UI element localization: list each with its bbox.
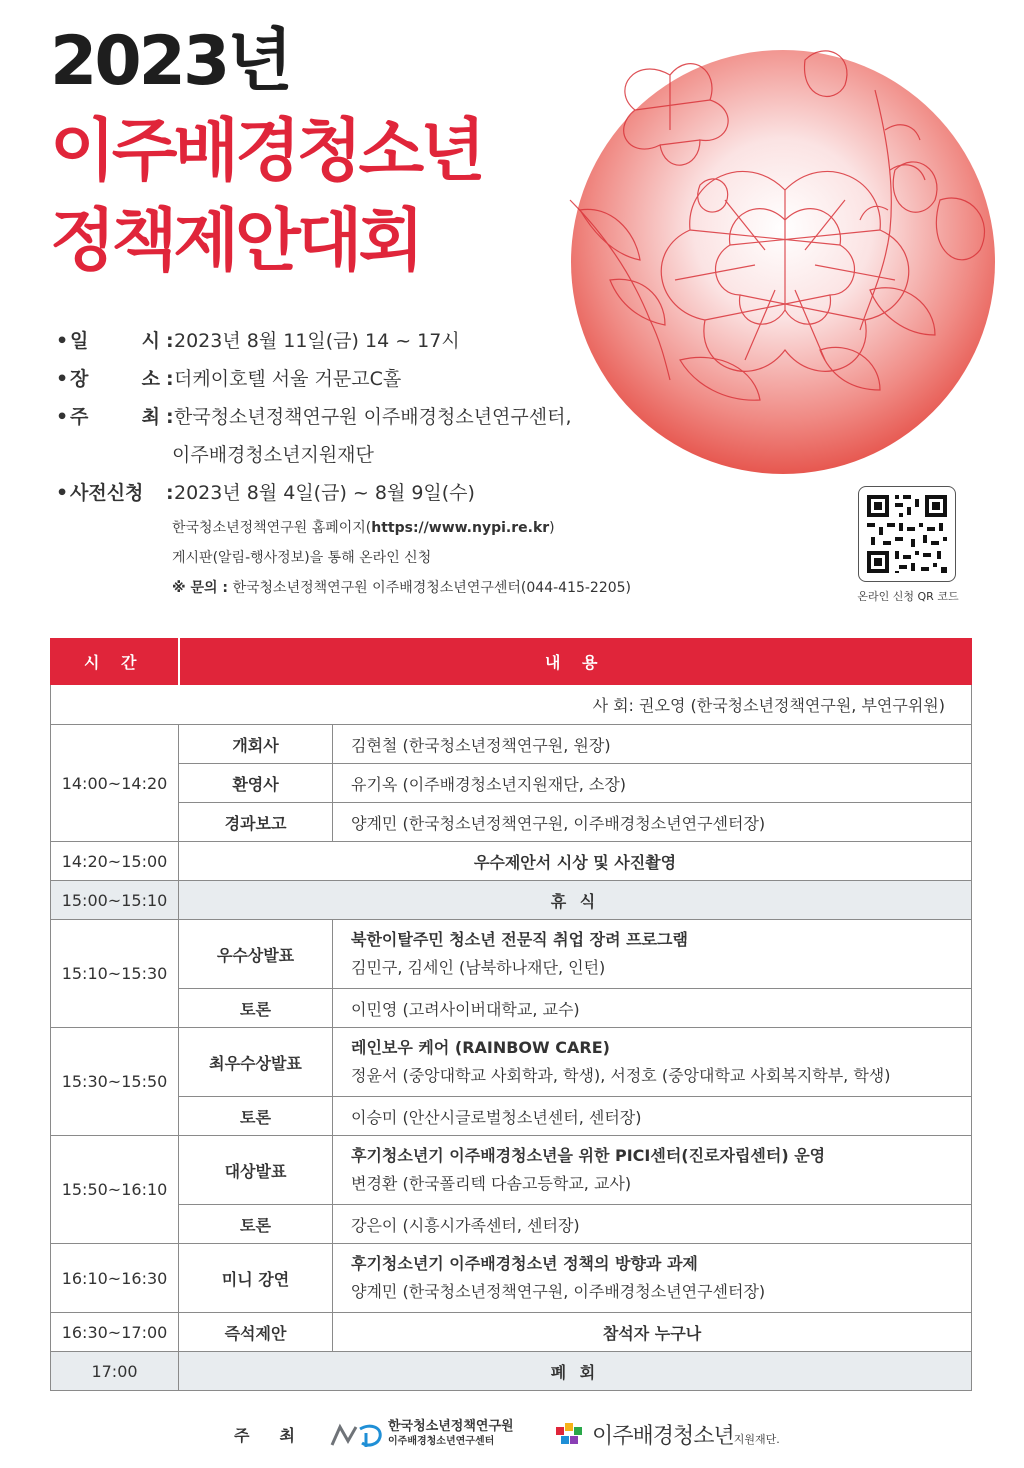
time-cell: 15:10~15:30	[51, 920, 179, 1028]
role-cell: 즉석제안	[179, 1313, 333, 1352]
inquiry-value: 한국청소년정책연구원 이주배경청소년연구센터(044-415-2205)	[232, 580, 632, 596]
table-row	[51, 989, 972, 1028]
info-host-value-2: 이주배경청소년지원재단	[172, 444, 374, 466]
event-title-line-1: 이주배경청소년	[50, 112, 482, 191]
presenter-names: 양계민 (한국청소년정책연구원, 이주배경청소년연구센터장)	[351, 1282, 766, 1301]
presenter-names: 변경환 (한국폴리텍 다솜고등학교, 교사)	[351, 1174, 632, 1193]
bullet-icon: •	[56, 482, 69, 504]
table-row	[51, 881, 972, 920]
content-cell: 양계민 (한국청소년정책연구원, 이주배경청소년연구센터장)	[333, 803, 972, 842]
table-row	[51, 920, 972, 989]
moderator-text: 사 회: 권오영 (한국청소년정책연구원, 부연구위원)	[51, 685, 972, 725]
time-cell: 16:30~17:00	[51, 1313, 179, 1352]
presentation-title: 후기청소년기 이주배경청소년을 위한 PICI센터(진로자립센터) 운영	[351, 1146, 826, 1165]
header-content: 내 용	[179, 639, 972, 685]
label-colon: :	[166, 330, 174, 352]
qr-code[interactable]	[858, 486, 956, 582]
role-cell: 토론	[179, 989, 333, 1028]
content-cell	[333, 1244, 972, 1313]
info-place-row	[56, 366, 676, 404]
header-time: 시 간	[51, 639, 179, 685]
presenter-names: 김민구, 김세인 (남북하나재단, 인턴)	[351, 958, 606, 977]
bullet-icon: •	[56, 330, 69, 352]
info-inquiry	[56, 578, 676, 608]
event-title-line-2: 정책제안대회	[50, 202, 421, 281]
info-apply-row	[56, 480, 676, 518]
schedule-header	[51, 639, 972, 685]
schedule-table	[50, 638, 972, 1391]
table-row	[51, 1136, 972, 1205]
info-host-value-1: 한국청소년정책연구원 이주배경청소년연구센터,	[174, 406, 572, 428]
role-cell: 우수상발표	[179, 920, 333, 989]
rainbow-foundation-logo-icon	[556, 1421, 586, 1447]
info-apply-value: 2023년 8월 4일(금) ~ 8월 9일(수)	[174, 482, 475, 504]
nypi-logo-icon	[330, 1419, 384, 1451]
info-date-label: 일 시 :	[70, 330, 174, 352]
inquiry-label: ※ 문의 :	[172, 580, 229, 596]
table-row	[51, 764, 972, 803]
presentation-title: 레인보우 케어 (RAINBOW CARE)	[351, 1038, 610, 1057]
footer-host-label: 주최	[234, 1426, 325, 1445]
info-host-row	[56, 404, 676, 442]
info-apply-label: 사전신청 :	[70, 482, 174, 504]
table-row	[51, 1205, 972, 1244]
label-colon: :	[166, 406, 174, 428]
table-row	[51, 1244, 972, 1313]
content-cell: 우수제안서 시상 및 사진촬영	[179, 842, 972, 881]
qr-code-icon	[859, 487, 955, 581]
info-date-value: 2023년 8월 11일(금) 14 ~ 17시	[174, 330, 460, 352]
time-cell: 15:50~16:10	[51, 1136, 179, 1244]
content-cell: 참석자 누구나	[333, 1313, 972, 1352]
info-place-label: 장 소 :	[70, 368, 174, 390]
event-info	[56, 328, 676, 608]
content-cell: 강은이 (시흥시가족센터, 센터장)	[333, 1205, 972, 1244]
bullet-icon: •	[56, 368, 69, 390]
time-cell: 17:00	[51, 1352, 179, 1391]
time-cell: 15:00~15:10	[51, 881, 179, 920]
time-cell: 14:20~15:00	[51, 842, 179, 881]
time-cell: 16:10~16:30	[51, 1244, 179, 1313]
info-date-row	[56, 328, 676, 366]
content-cell: 이승미 (안산시글로벌청소년센터, 센터장)	[333, 1097, 972, 1136]
info-place-value: 더케이호텔 서울 거문고C홀	[174, 368, 402, 390]
role-cell: 환영사	[179, 764, 333, 803]
table-row	[51, 803, 972, 842]
role-cell: 토론	[179, 1097, 333, 1136]
presenter-names: 정윤서 (중앙대학교 사회학과, 학생), 서정호 (중앙대학교 사회복지학부, 학생)	[351, 1066, 891, 1085]
presentation-title: 후기청소년기 이주배경청소년 정책의 방향과 과제	[351, 1254, 698, 1273]
time-cell: 15:30~15:50	[51, 1028, 179, 1136]
role-cell: 대상발표	[179, 1136, 333, 1205]
rainbow-foundation-name: 이주배경청소년지원재단.	[592, 1424, 780, 1449]
event-year-title: 2023년	[50, 22, 290, 101]
content-cell	[333, 920, 972, 989]
label-colon: :	[166, 482, 174, 504]
table-row	[51, 725, 972, 764]
role-cell: 개회사	[179, 725, 333, 764]
bullet-icon: •	[56, 406, 69, 428]
content-cell: 폐 회	[179, 1352, 972, 1391]
table-row	[51, 1028, 972, 1097]
nypi-website-link[interactable]: https://www.nypi.re.kr	[371, 520, 550, 536]
role-cell: 토론	[179, 1205, 333, 1244]
moderator-row	[51, 685, 972, 725]
content-cell: 유기옥 (이주배경청소년지원재단, 소장)	[333, 764, 972, 803]
content-cell	[333, 1028, 972, 1097]
table-row	[51, 842, 972, 881]
role-cell: 경과보고	[179, 803, 333, 842]
table-row	[51, 1097, 972, 1136]
content-cell: 이민영 (고려사이버대학교, 교수)	[333, 989, 972, 1028]
table-row	[51, 1313, 972, 1352]
qr-caption: 온라인 신청 QR 코드	[857, 590, 959, 603]
info-host-label: 주 최 :	[70, 406, 174, 428]
presentation-title: 북한이탈주민 청소년 전문직 취업 장려 프로그램	[351, 930, 688, 949]
content-cell	[333, 1136, 972, 1205]
role-cell: 미니 강연	[179, 1244, 333, 1313]
label-colon: :	[166, 368, 174, 390]
table-row	[51, 1352, 972, 1391]
content-cell: 휴 식	[179, 881, 972, 920]
info-apply-note-1: 한국청소년정책연구원 홈페이지(https://www.nypi.re.kr)	[172, 520, 555, 536]
time-cell: 14:00~14:20	[51, 725, 179, 842]
footer-organizers	[0, 1415, 1024, 1455]
role-cell: 최우수상발표	[179, 1028, 333, 1097]
content-cell: 김현철 (한국청소년정책연구원, 원장)	[333, 725, 972, 764]
nypi-name: 한국청소년정책연구원 이주배경청소년연구센터	[388, 1419, 514, 1447]
info-apply-note-2: 게시판(알림-행사정보)을 통해 온라인 신청	[172, 550, 432, 566]
